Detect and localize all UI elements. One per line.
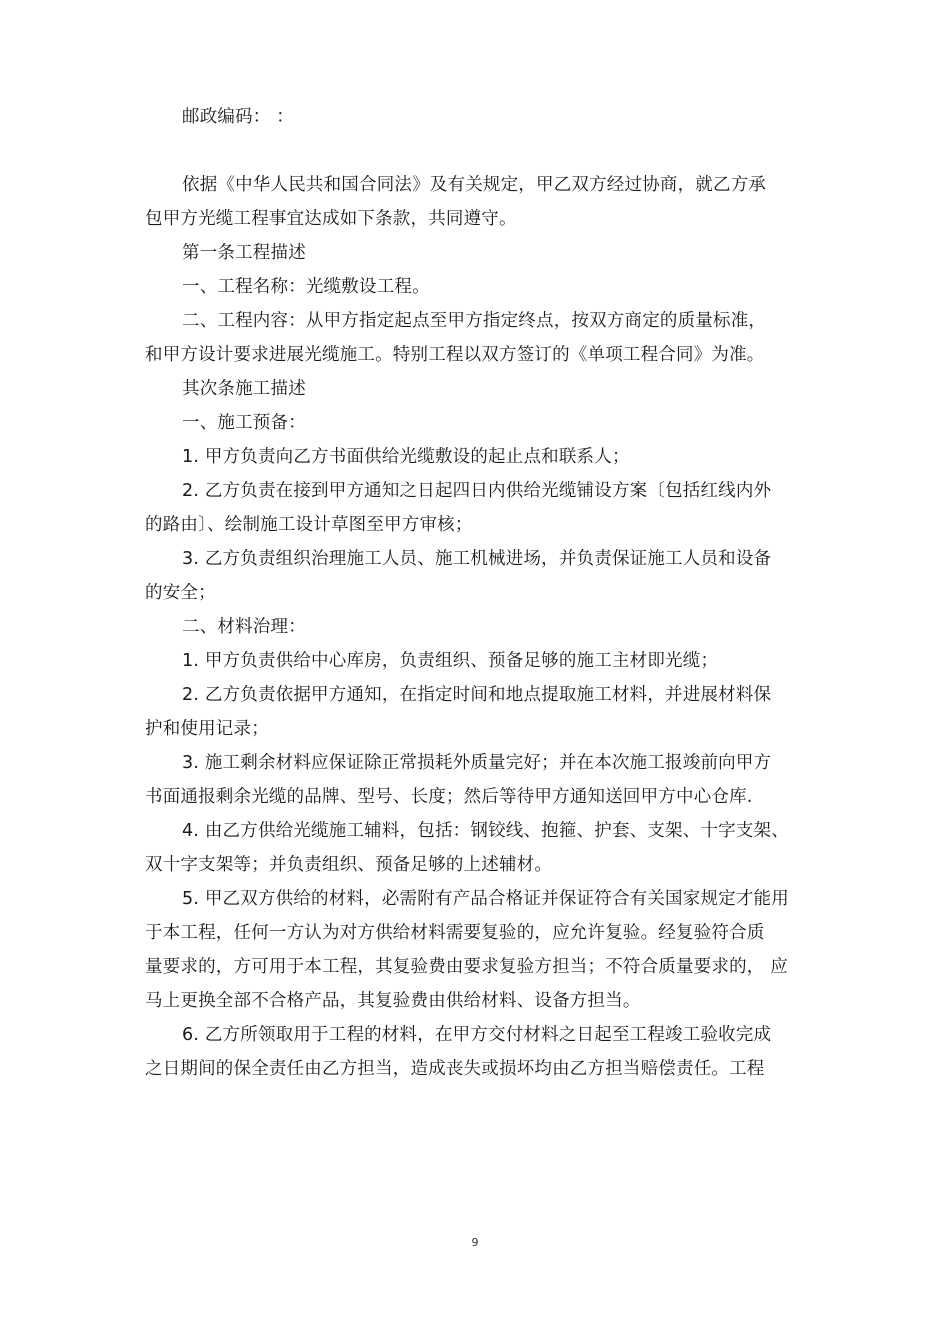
preamble-line-2: 包甲方光缆工程事宜达成如下条款，共同遵守。 bbox=[145, 209, 517, 229]
material-item-6-line-1: 6. 乙方所领取用于工程的材料，在甲方交付材料之日起至工程竣工验收完成 bbox=[182, 1025, 772, 1045]
material-item-6-line-2: 之日期间的保全责任由乙方担当，造成丧失或损坏均由乙方担当赔偿责任。工程 bbox=[145, 1059, 765, 1079]
prep-item-2-line-1: 2. 乙方负责在接到甲方通知之日起四日内供给光缆铺设方案〔包括红线内外 bbox=[182, 481, 772, 501]
prep-item-1: 1. 甲方负责向乙方书面供给光缆敷设的起止点和联系人； bbox=[182, 447, 630, 467]
project-content-line-1: 二、工程内容：从甲方指定起点至甲方指定终点，按双方商定的质量标准， bbox=[182, 311, 767, 331]
article-1-heading: 第一条工程描述 bbox=[182, 243, 306, 263]
material-item-5-line-1: 5. 甲乙双方供给的材料，必需附有产品合格证并保证符合有关国家规定才能用 bbox=[182, 889, 789, 909]
material-item-2-line-1: 2. 乙方负责依据甲方通知，在指定时间和地点提取施工材料，并进展材料保 bbox=[182, 685, 772, 705]
page-number: 9 bbox=[471, 1236, 479, 1249]
blank-line bbox=[145, 134, 815, 168]
document-body bbox=[145, 100, 815, 1086]
preamble-line-1: 依据《中华人民共和国合同法》及有关规定，甲乙双方经过协商，就乙方承 bbox=[182, 175, 767, 195]
prep-item-3-line-1: 3. 乙方负责组织治理施工人员、施工机械进场，并负责保证施工人员和设备 bbox=[182, 549, 772, 569]
section-materials-heading: 二、材料治理： bbox=[182, 617, 306, 637]
material-item-4-line-2: 双十字支架等；并负责组织、预备足够的上述辅材。 bbox=[145, 855, 553, 875]
material-item-1: 1. 甲方负责供给中心库房，负责组织、预备足够的施工主材即光缆； bbox=[182, 651, 719, 671]
prep-item-3-line-2: 的安全； bbox=[145, 583, 216, 603]
material-item-3-line-1: 3. 施工剩余材料应保证除正常损耗外质量完好；并在本次施工报竣前向甲方 bbox=[182, 753, 772, 773]
material-item-5-line-2: 于本工程，任何一方认为对方供给材料需要复验的，应允许复验。经复验符合质 bbox=[145, 923, 765, 943]
postal-code-line: 邮政编码： ： bbox=[182, 107, 294, 127]
project-name-line: 一、工程名称：光缆敷设工程。 bbox=[182, 277, 430, 297]
section-preparation-heading: 一、施工预备： bbox=[182, 413, 306, 433]
prep-item-2-line-2: 的路由〕、绘制施工设计草图至甲方审核； bbox=[145, 515, 473, 535]
article-2-heading: 其次条施工描述 bbox=[182, 379, 306, 399]
material-item-5-line-3: 量要求的，方可用于本工程，其复验费由要求复验方担当；不符合质量要求的， 应 bbox=[145, 957, 788, 977]
project-content-line-2: 和甲方设计要求进展光缆施工。特别工程以双方签订的《单项工程合同》为准。 bbox=[145, 345, 765, 365]
material-item-4-line-1: 4. 由乙方供给光缆施工辅料，包括：钢铰线、抱箍、护套、支架、十字支架、 bbox=[182, 821, 789, 841]
material-item-2-line-2: 护和使用记录； bbox=[145, 719, 269, 739]
material-item-3-line-2: 书面通报剩余光缆的品牌、型号、长度；然后等待甲方通知送回甲方中心仓库. bbox=[145, 787, 753, 807]
material-item-5-line-4: 马上更换全部不合格产品，其复验费由供给材料、设备方担当。 bbox=[145, 991, 641, 1011]
